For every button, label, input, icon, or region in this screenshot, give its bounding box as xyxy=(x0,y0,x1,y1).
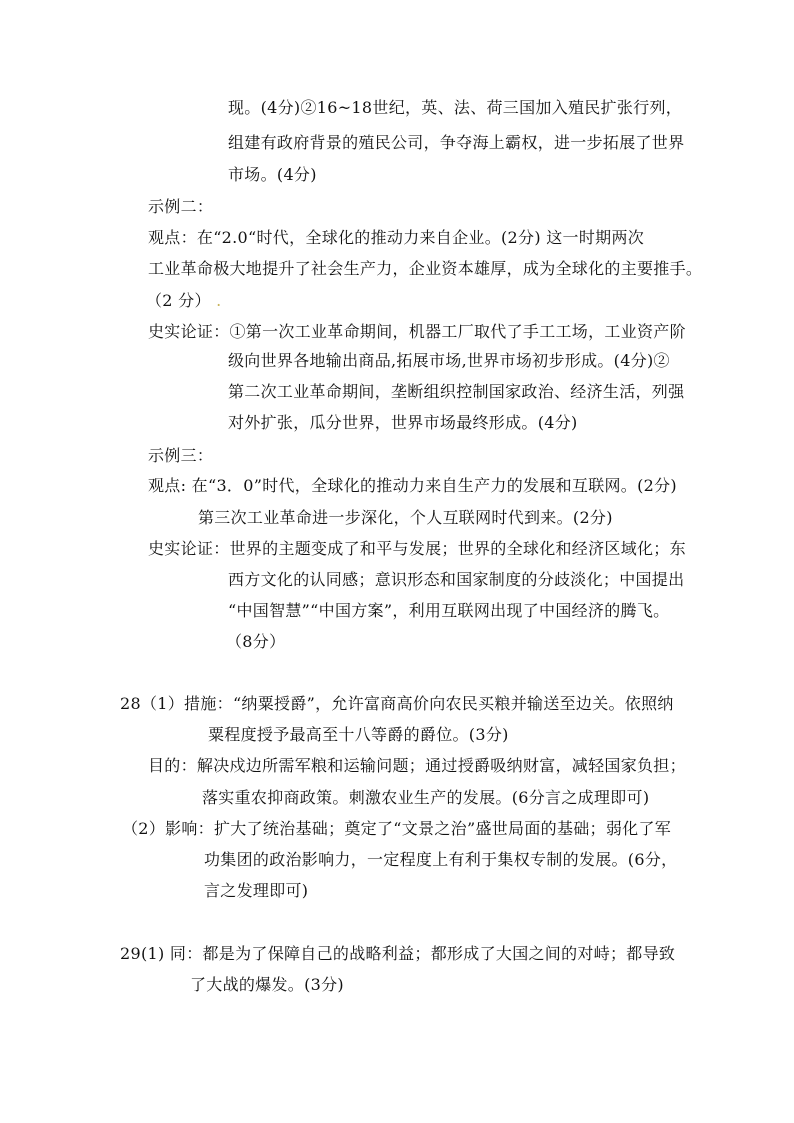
text-line: 落实重农抑商政策。刺激农业生产的发展。(6分言之成理即可) xyxy=(202,788,650,807)
example-heading: 示例三： xyxy=(148,446,214,465)
question-28: 28（1）措施：“纳粟授爵”，允许富商高价向农民买粮并输送至边关。依照纳 xyxy=(120,694,674,713)
stray-mark: . xyxy=(216,291,222,310)
text-line: （8分） xyxy=(226,632,286,651)
text-line: 粟程度授予最高至十八等爵的爵位。(3分) xyxy=(208,725,509,744)
text-line: “中国智慧”“中国方案”，利用互联网出现了中国经济的腾飞。 xyxy=(228,601,670,620)
text-line: 西方文化的认同感；意识形态和国家制度的分歧淡化；中国提出 xyxy=(228,570,685,589)
text-line: 观点: 在“3．0”时代，全球化的推动力来自生产力的发展和互联网。(2分) xyxy=(148,476,677,495)
text-line: 史实论证：世界的主题变成了和平与发展；世界的全球化和经济区域化；东 xyxy=(148,539,686,558)
text-line: 第二次工业革命期间，垄断组织控制国家政治、经济生活，列强 xyxy=(228,382,685,401)
text-line: 史实论证：①第一次工业革命期间，机器工厂取代了手工工场，工业资产阶 xyxy=(148,322,686,341)
text-line: 了大战的爆发。(3分) xyxy=(190,975,344,994)
text-line: 功集团的政治影响力，一定程度上有利于集权专制的发展。(6分， xyxy=(204,850,678,869)
text-line: 级向世界各地输出商品,拓展市场,世界市场初步形成。(4分)② xyxy=(228,351,670,370)
text-line: 观点：在“2.0“时代，全球化的推动力来自企业。(2分) 这一时期两次 xyxy=(148,228,645,247)
score-note: （2 分） xyxy=(146,291,211,310)
text-line: 现。(4分)②16~18世纪，英、法、荷三国加入殖民扩张行列， xyxy=(228,98,683,117)
text-line: 组建有政府背景的殖民公司，争夺海上霸权，进一步拓展了世界 xyxy=(228,133,685,152)
text-line xyxy=(146,291,222,311)
text-line: 言之发理即可) xyxy=(204,881,309,900)
text-line: 市场。(4分) xyxy=(228,165,317,184)
text-line: 第三次工业革命进一步深化，个人互联网时代到来。(2分) xyxy=(198,508,613,527)
text-line: 工业革命极大地提升了社会生产力，企业资本雄厚，成为全球化的主要推手。 xyxy=(148,259,703,278)
question-29: 29(1) 同：都是为了保障自己的战略利益；都形成了大国之间的对峙；都导致 xyxy=(120,944,676,963)
text-line: 目的：解决戍边所需军粮和运输问题；通过授爵吸纳财富，减轻国家负担； xyxy=(148,756,686,775)
text-line: （2）影响：扩大了统治基础；奠定了“文景之治”盛世局面的基础；弱化了军 xyxy=(122,819,672,838)
text-line: 对外扩张，瓜分世界，世界市场最终形成。(4分) xyxy=(228,413,578,432)
example-heading: 示例二： xyxy=(148,197,214,216)
